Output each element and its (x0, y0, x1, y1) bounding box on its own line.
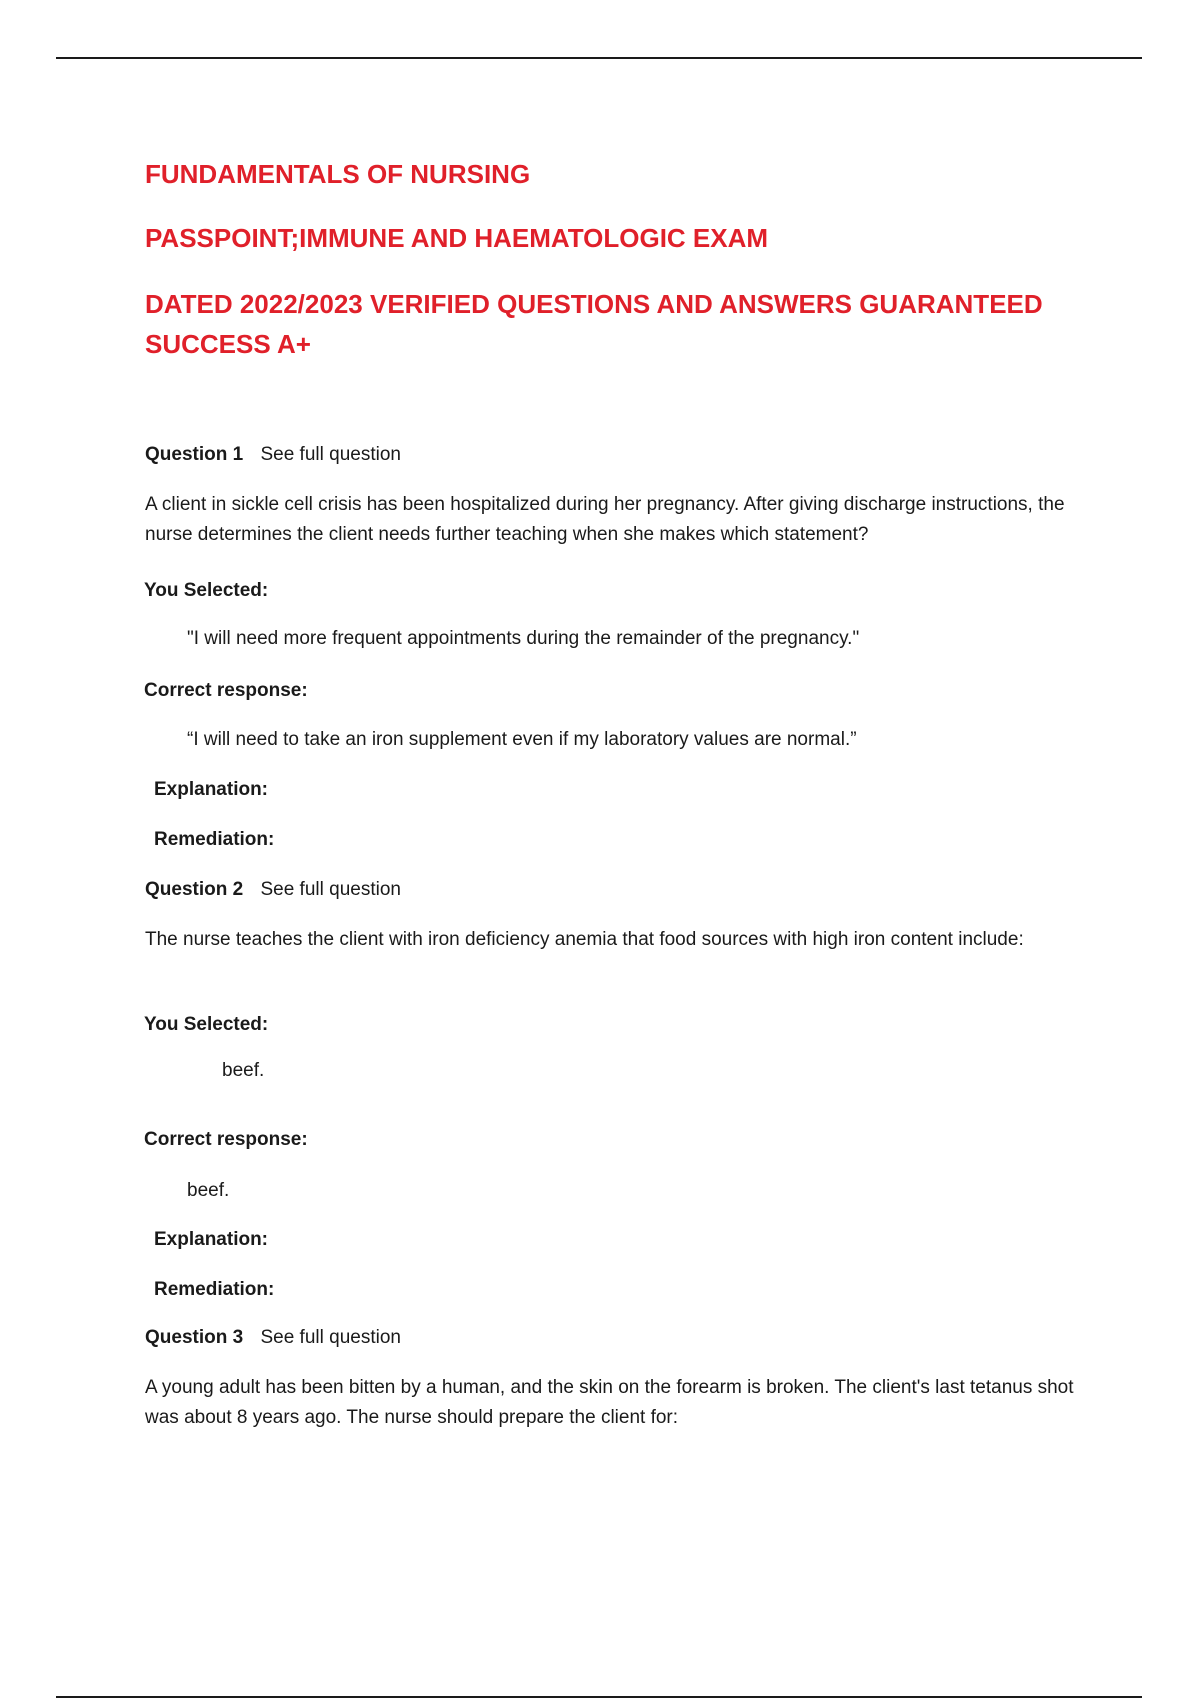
title-line-2: PASSPOINT;IMMUNE AND HAEMATOLOGIC EXAM (145, 223, 769, 253)
correct-answer: beef. (187, 1180, 230, 1201)
question-number: Question 2 (145, 879, 244, 900)
explanation-label: Explanation: (154, 779, 269, 800)
selected-answer: "I will need more frequent appointments during the remainder of the pregnancy." (187, 628, 860, 649)
bottom-rule (56, 1696, 1142, 1698)
selected-answer: beef. (222, 1060, 265, 1081)
title-line-1: FUNDAMENTALS OF NURSING (145, 159, 531, 189)
see-full-question-link[interactable]: See full question (260, 1327, 401, 1348)
question-1-text: A client in sickle cell crisis has been hospitalized during her pregnancy. After giving discharge instructions, the nurse determines the client needs further teaching when she makes which statement? (145, 494, 1065, 545)
correct-answer: “I will need to take an iron supplement even if my laboratory values are normal.” (187, 729, 857, 750)
remediation-label: Remediation: (154, 1279, 275, 1300)
question-number: Question 3 (145, 1327, 244, 1348)
question-2-header (145, 877, 401, 903)
top-rule (56, 57, 1142, 59)
see-full-question-link[interactable]: See full question (260, 444, 401, 465)
question-number: Question 1 (145, 444, 244, 465)
explanation-label: Explanation: (154, 1229, 269, 1250)
question-1-header (145, 442, 401, 468)
correct-response-label: Correct response: (144, 1129, 308, 1150)
correct-response-label: Correct response: (144, 680, 308, 701)
see-full-question-link[interactable]: See full question (260, 879, 401, 900)
question-3-header (145, 1325, 401, 1351)
question-2-text: The nurse teaches the client with iron deficiency anemia that food sources with high iron content include: (145, 929, 1024, 950)
title-line-3: DATED 2022/2023 VERIFIED QUESTIONS AND ANSWERS GUARANTEED SUCCESS A+ (145, 289, 1043, 359)
you-selected-label: You Selected: (144, 1014, 269, 1035)
remediation-label: Remediation: (154, 829, 275, 850)
you-selected-label: You Selected: (144, 580, 269, 601)
question-3-text: A young adult has been bitten by a human, and the skin on the forearm is broken. The client's last tetanus shot was about 8 years ago. The nurse should prepare the client for: (145, 1377, 1074, 1428)
